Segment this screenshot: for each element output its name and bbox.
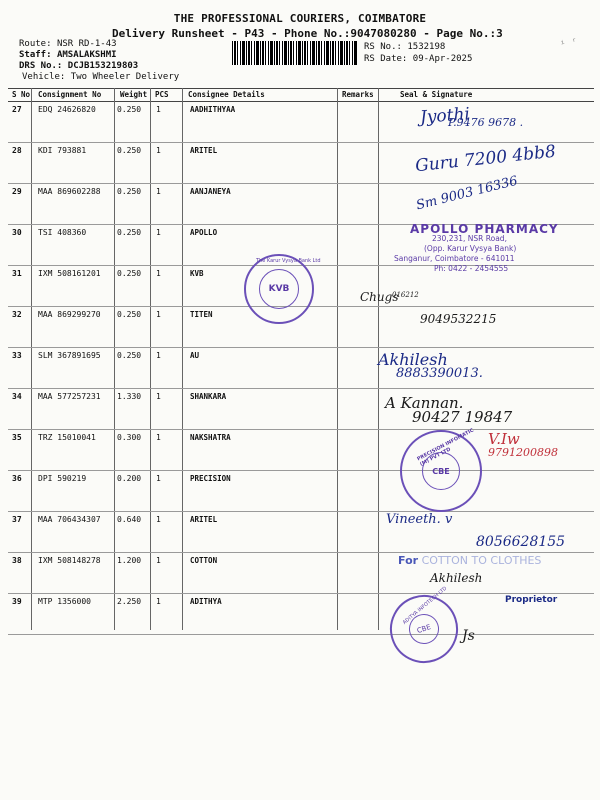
route-line: [19, 39, 117, 50]
vehicle-label: Vehicle:: [22, 72, 66, 82]
signature-row33: Akhilesh: [378, 350, 448, 369]
phone-row37: 8056628155: [476, 534, 566, 550]
row-pcs: 1: [156, 146, 161, 155]
rs-no-line: [364, 42, 445, 53]
pharmacy-address2: (Opp. Karur Vysya Bank): [424, 244, 517, 253]
row-sno: 32: [12, 310, 22, 319]
signature-row37: Vineeth. v: [386, 512, 453, 527]
row-consignee: COTTON: [190, 556, 218, 565]
kvb-seal-center: KVB: [268, 284, 290, 294]
table-header: [8, 88, 594, 102]
table-row: [8, 470, 594, 512]
row-weight: 0.250: [117, 146, 142, 155]
col-pcs: PCS: [155, 90, 169, 99]
rs-date-value: 09-Apr-2025: [412, 54, 473, 64]
row-consignee: ADITHYA: [190, 597, 222, 606]
row-sno: 28: [12, 146, 22, 155]
drs-barcode: [232, 41, 357, 65]
col-seal-signature: Seal & Signature: [400, 90, 473, 99]
row-consignment-no: MAA 706434307: [38, 515, 101, 524]
drs-label: DRS No.:: [19, 61, 63, 71]
row-pcs: 1: [156, 187, 161, 196]
pharmacy-stamp: [394, 222, 580, 274]
row-sno: 30: [12, 228, 22, 237]
staff-label: Staff:: [19, 50, 52, 60]
col-weight: Weight: [120, 90, 148, 99]
phone-row33: 8883390013.: [396, 366, 483, 381]
row-pcs: 1: [156, 351, 161, 360]
signature-row32: Chugs: [360, 290, 399, 304]
row-consignee: ARITEL: [190, 146, 218, 155]
cotton-stamp-for: For: [398, 554, 419, 567]
aditya-seal-text: ADITYA INFOTECH LTD: [401, 585, 449, 626]
row-pcs: 1: [156, 228, 161, 237]
row-weight: 0.250: [117, 105, 142, 114]
row-consignee: TITEN: [190, 310, 213, 319]
row-sno: 31: [12, 269, 22, 278]
row-weight: 1.200: [117, 556, 142, 565]
kvb-seal-text: The Karur Vysya Bank Ltd: [256, 258, 321, 264]
row-pcs: 1: [156, 269, 161, 278]
row-consignment-no: EDQ 24626820: [38, 105, 96, 114]
row-consignment-no: TRZ 15010041: [38, 433, 96, 442]
signature-row35: V.Iw: [488, 430, 520, 448]
row-consignment-no: TSI 408360: [38, 228, 87, 237]
vehicle-line: [22, 72, 179, 83]
row-pcs: 1: [156, 597, 161, 606]
row-weight: 0.300: [117, 433, 142, 442]
route-value: NSR RD-1-43: [56, 39, 117, 49]
row-pcs: 1: [156, 515, 161, 524]
row-consignment-no: IXM 508148278: [38, 556, 101, 565]
drs-value: DCJB153219803: [67, 61, 139, 71]
row-weight: 0.200: [117, 474, 142, 483]
col-sno: S No: [12, 90, 31, 99]
drs-line: [19, 61, 138, 72]
row-consignee: AU: [190, 351, 200, 360]
row-consignee: NAKSHATRA: [190, 433, 231, 442]
row-consignment-no: KDI 793881: [38, 146, 87, 155]
row-sno: 38: [12, 556, 22, 565]
row-pcs: 1: [156, 310, 161, 319]
row-weight: 0.250: [117, 310, 142, 319]
signature-row39: Js: [462, 628, 475, 644]
col-consignment: Consignment No: [38, 90, 102, 99]
rs-date-label: RS Date:: [364, 54, 408, 64]
row-consignment-no: MAA 577257231: [38, 392, 101, 401]
pharmacy-name: APOLLO PHARMACY: [410, 222, 559, 236]
route-label: Route:: [19, 39, 52, 49]
row-consignment-no: IXM 508161201: [38, 269, 101, 278]
row-weight: 0.250: [117, 269, 142, 278]
row-pcs: 1: [156, 433, 161, 442]
staff-line: [19, 50, 117, 61]
rs-no-label: RS No.:: [364, 42, 402, 52]
company-title: THE PROFESSIONAL COURIERS, COIMBATORE: [173, 12, 427, 25]
row-weight: 0.250: [117, 351, 142, 360]
col-remarks: Remarks: [342, 90, 374, 99]
row-pcs: 1: [156, 556, 161, 565]
name-row34: A Kannan.: [385, 394, 464, 412]
row-consignee: ARITEL: [190, 515, 218, 524]
phone-row35: 9791200898: [488, 446, 558, 459]
row-consignee: AANJANEYA: [190, 187, 231, 196]
signature-row27: Jyothi: [419, 104, 471, 128]
row-consignment-no: MAA 869299270: [38, 310, 101, 319]
aditya-seal-center: CBE: [416, 623, 432, 635]
row-weight: 2.250: [117, 597, 142, 606]
mark-row32: 016212: [392, 291, 419, 299]
row-consignee: KVB: [190, 269, 204, 278]
row-consignment-no: MAA 869602288: [38, 187, 101, 196]
staff-value: AMSALAKSHMI: [56, 50, 117, 60]
phone-row34: 90427 19847: [412, 408, 513, 426]
table-row: [8, 347, 594, 389]
row-sno: 34: [12, 392, 22, 401]
signature-row29: Sm 9003 16336: [414, 173, 520, 214]
row-consignee: APOLLO: [190, 228, 218, 237]
phone-row27: P.9476 9678 .: [448, 116, 524, 129]
col-consignee: Consignee Details: [188, 90, 265, 99]
row-consignee: AADHITHYAA: [190, 105, 236, 114]
runsheet-subtitle: Delivery Runsheet - P43 - Phone No.:9047080280 - Page No.:3: [112, 27, 503, 40]
row-consignee: PRECISION: [190, 474, 231, 483]
proprietor-label: Proprietor: [505, 595, 558, 605]
signature-row28: Guru 7200 4bb8: [414, 141, 557, 177]
row-weight: 1.330: [117, 392, 142, 401]
pharmacy-address1: 230,231, NSR Road,: [432, 234, 507, 243]
row-sno: 37: [12, 515, 22, 524]
pharmacy-phone: Ph: 0422 - 2454555: [434, 264, 509, 273]
row-sno: 27: [12, 105, 22, 114]
row-consignee: SHANKARA: [190, 392, 227, 401]
row-weight: 0.250: [117, 228, 142, 237]
phone-row32: 9049532215: [420, 312, 497, 326]
cotton-stamp: [398, 554, 541, 567]
corner-scribble: ⁱ ʳ: [558, 36, 579, 51]
row-sno: 29: [12, 187, 22, 196]
row-pcs: 1: [156, 105, 161, 114]
vehicle-value: Two Wheeler Delivery: [70, 72, 180, 82]
precision-seal-text: PRECISION INFOMATIC (M) PVT LTD: [416, 427, 475, 468]
kvb-seal: [244, 254, 314, 324]
row-consignment-no: DPI 590219: [38, 474, 87, 483]
row-weight: 0.250: [117, 187, 142, 196]
row-sno: 36: [12, 474, 22, 483]
rs-date-line: [364, 54, 472, 65]
row-sno: 39: [12, 597, 22, 606]
row-pcs: 1: [156, 392, 161, 401]
row-weight: 0.640: [117, 515, 142, 524]
row-sno: 35: [12, 433, 22, 442]
row-consignment-no: MTP 1356000: [38, 597, 91, 606]
pharmacy-address3: Sanganur, Coimbatore - 641011: [394, 254, 515, 263]
cotton-stamp-name: COTTON TO CLOTHES: [421, 554, 542, 567]
rs-no-value: 1532198: [407, 42, 446, 52]
row-pcs: 1: [156, 474, 161, 483]
precision-seal-center: CBE: [432, 466, 450, 476]
signature-row38: Akhilesh: [430, 571, 483, 585]
row-consignment-no: SLM 367891695: [38, 351, 101, 360]
row-sno: 33: [12, 351, 22, 360]
